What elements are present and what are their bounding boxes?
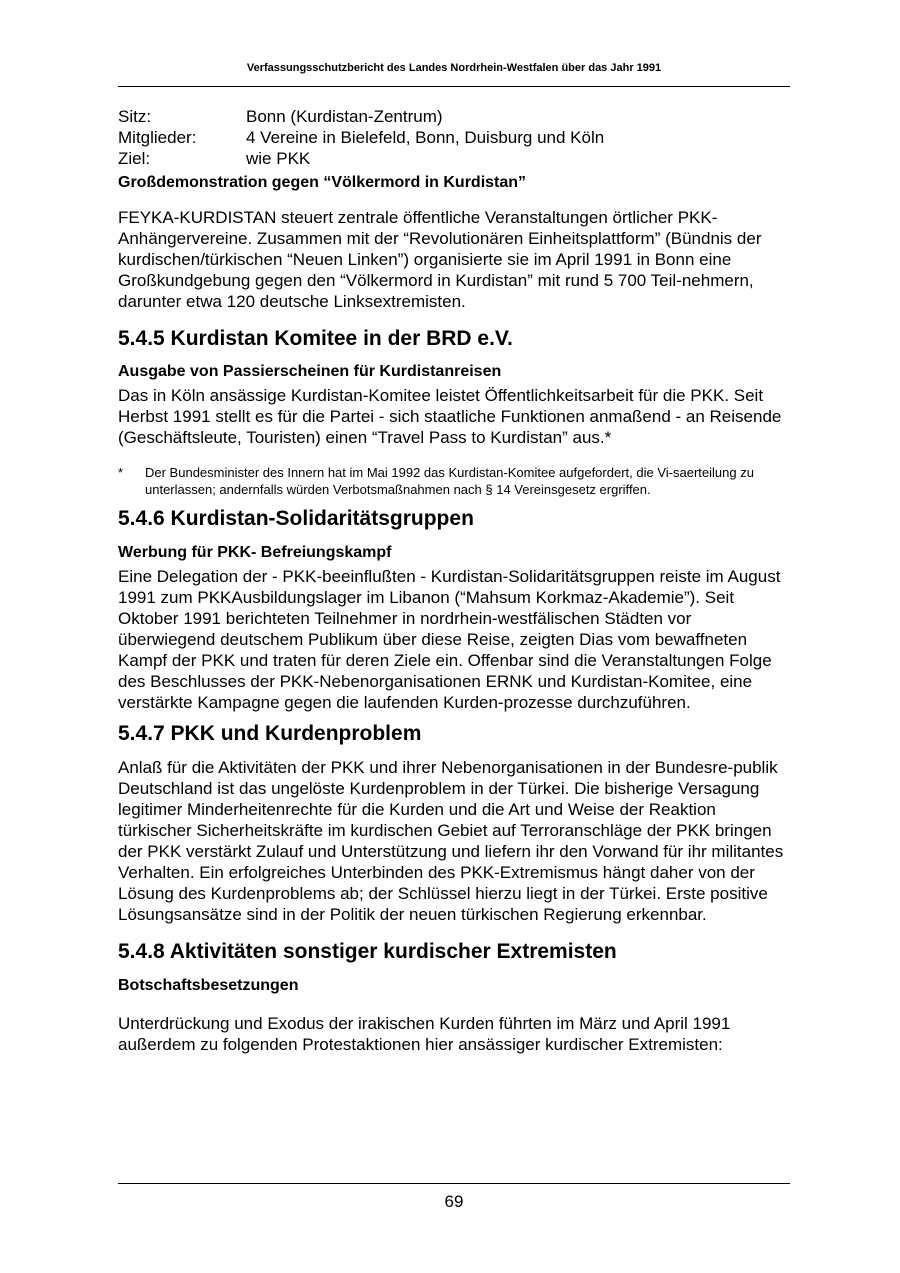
paragraph-irakische-kurden: Unterdrückung und Exodus der irakischen Kurden führten im März und April 1991 außerdem zu folgenden Protestaktionen hier ansässiger kurdischer Extremisten:: [118, 1014, 731, 1054]
page-number: 69: [444, 1192, 464, 1211]
meta-row-ziel: [118, 148, 790, 169]
section-heading-5-4-5: 5.4.5 Kurdistan Komitee in der BRD e.V.: [118, 327, 513, 350]
section-heading-5-4-7: 5.4.7 PKK und Kurdenproblem: [118, 722, 422, 745]
footnote-marker: *: [118, 465, 124, 480]
organization-meta: [118, 106, 790, 169]
subheading-werbung: Werbung für PKK- Befreiungskampf: [118, 544, 392, 561]
meta-key: Sitz:: [118, 107, 152, 126]
meta-key: Mitglieder:: [118, 128, 197, 147]
running-header: Verfassungsschutzbericht des Landes Nordrhein-Westfalen über das Jahr 1991: [246, 62, 662, 74]
meta-row-mitglieder: [118, 127, 790, 148]
subheading-grossdemonstration: Großdemonstration gegen “Völkermord in Kurdistan”: [118, 174, 527, 191]
meta-row-sitz: [118, 106, 790, 127]
section-heading-5-4-6: 5.4.6 Kurdistan-Solidaritätsgruppen: [118, 507, 474, 530]
header-divider: [118, 86, 790, 87]
meta-value: wie PKK: [246, 149, 311, 168]
meta-value: Bonn (Kurdistan-Zentrum): [246, 107, 443, 126]
subheading-passierscheine: Ausgabe von Passierscheinen für Kurdistanreisen: [118, 363, 502, 380]
paragraph-feyka: FEYKA-KURDISTAN steuert zentrale öffentliche Veranstaltungen örtlicher PKK-Anhängervereine. Zusammen mit der “Revolutionären Einheitsplattform” (Bündnis der kurdischen/türkischen “Neuen Linken”) organisierte sie im April 1991 in Bonn eine Großkundgebung gegen den “Völkermord in Kurdistan” mit rund 5 700 Teil-nehmern, darunter etwa 120 deutsche Linksextremisten.: [118, 208, 762, 311]
subheading-botschaftsbesetzungen: Botschaftsbesetzungen: [118, 977, 299, 994]
paragraph-kurdenproblem: Anlaß für die Aktivitäten der PKK und ihrer Nebenorganisationen in der Bundesre-publik Deutschland ist das ungelöste Kurdenproblem in der Türkei. Die bisherige Versagung legitimer Minderheitenrechte für die Kurden und die Art und Weise der Reaktion türkischer Sicherheitskräfte im kurdischen Gebiet auf Terroranschläge der PKK bringen der PKK verstärkt Zulauf und Unterstützung und liefern ihr den Vorwand für ihr militantes Verhalten. Ein erfolgreiches Unterbinden des PKK-Extremismus hängt daher von der Lösung des Kurdenproblems ab; der Schlüssel hierzu liegt in der Türkei. Erste positive Lösungsansätze sind in der Politik der neuen türkischen Regierung erkennbar.: [118, 758, 784, 924]
footer-divider: [118, 1183, 790, 1184]
section-heading-5-4-8: 5.4.8 Aktivitäten sonstiger kurdischer Extremisten: [118, 940, 617, 963]
footnote: [118, 464, 790, 498]
paragraph-solidaritaetsgruppen: Eine Delegation der - PKK-beeinflußten - Kurdistan-Solidaritätsgruppen reiste im August 1991 zum PKKAusbildungslager im Libanon (“Mahsum Korkmaz-Akademie”). Seit Oktober 1991 berichteten Teilnehmer in nordrhein-westfälischen Städten vor überwiegend deutschem Publikum über diese Reise, zeigten Dias vom bewaffneten Kampf der PKK und traten für deren Ziele ein. Offenbar sind die Veranstaltungen Folge des Beschlusses der PKK-Nebenorganisationen ERNK und Kurdistan-Komitee, eine verstärkte Kampagne gegen die laufenden Kurden-prozesse durchzuführen.: [118, 567, 781, 712]
meta-key: Ziel:: [118, 149, 151, 168]
footnote-text: Der Bundesminister des Innern hat im Mai 1992 das Kurdistan-Komitee aufgefordert, die Vi-saerteilung zu unterlassen; andernfalls würden Verbotsmaßnahmen nach § 14 Vereinsgesetz ergriffen.: [145, 465, 754, 497]
paragraph-kurdistan-komitee: Das in Köln ansässige Kurdistan-Komitee leistet Öffentlichkeitsarbeit für die PKK. Seit Herbst 1991 stellt es für die Partei - sich staatliche Funktionen anmaßend - an Reisende (Geschäftsleute, Touristen) einen “Travel Pass to Kurdistan” aus.*: [118, 386, 782, 447]
meta-value: 4 Vereine in Bielefeld, Bonn, Duisburg und Köln: [246, 128, 605, 147]
page-body: [118, 106, 790, 1055]
